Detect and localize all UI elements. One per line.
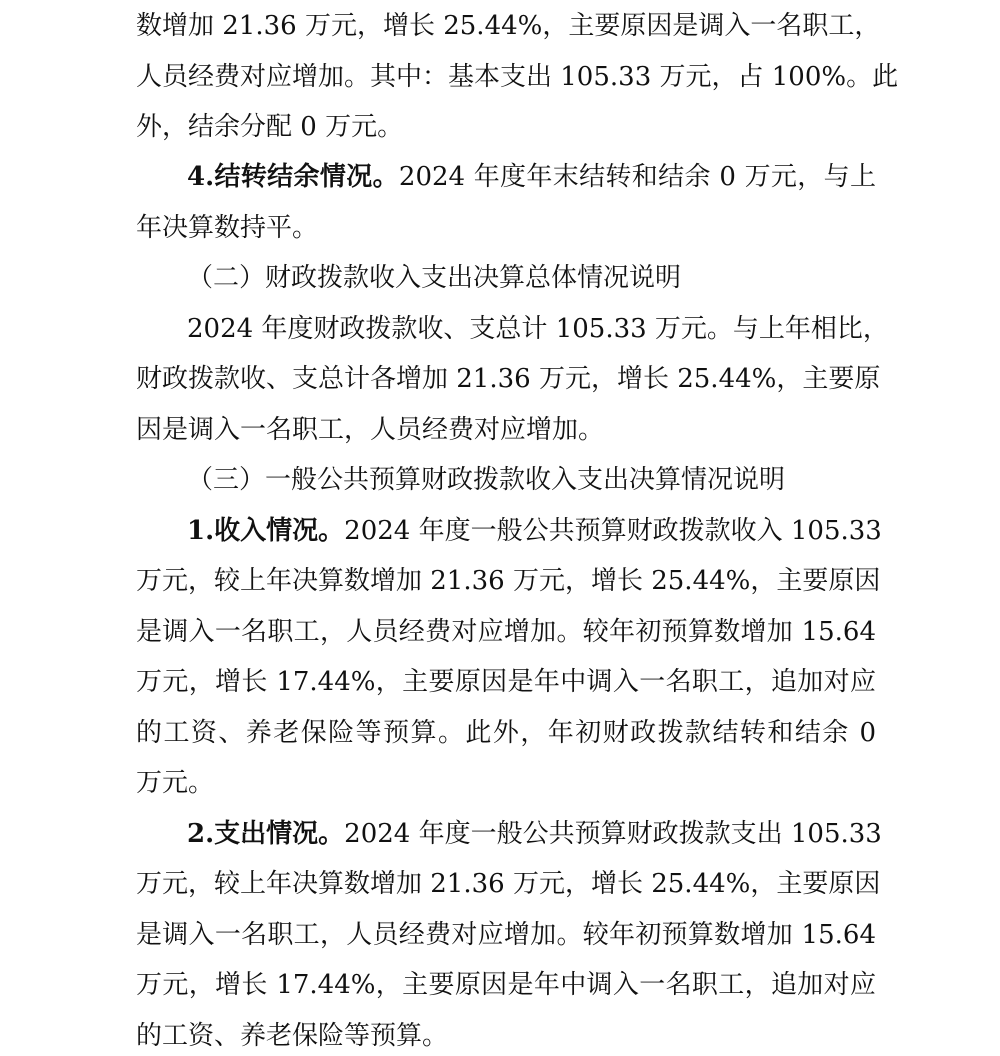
- income-first-line: [187, 513, 882, 549]
- paragraph-line: 万元，较上年决算数增加 21.36 万元，增长 25.44%，主要原因: [136, 869, 881, 899]
- paragraph-line: 万元，增长 17.44%，主要原因是年中调入一名职工，追加对应: [136, 667, 876, 697]
- item4-heading: 4.结转结余情况。: [187, 162, 399, 192]
- paragraph-line: 的工资、养老保险等预算。此外，年初财政拨款结转和结余 0: [136, 718, 876, 748]
- paragraph-line: 的工资、养老保险等预算。: [136, 1021, 449, 1051]
- item4-first-line: [187, 159, 876, 195]
- paragraph-line: 年决算数持平。: [136, 213, 319, 243]
- paragraph-line: 数增加 21.36 万元，增长 25.44%，主要原因是调入一名职工，: [136, 11, 881, 41]
- paragraph-line: 万元，较上年决算数增加 21.36 万元，增长 25.44%，主要原因: [136, 566, 881, 596]
- section2-heading: （二）财政拨款收入支出决算总体情况说明: [187, 263, 682, 293]
- income-heading: 1.收入情况。: [187, 516, 345, 546]
- paragraph-line: 因是调入一名职工，人员经费对应增加。: [136, 415, 605, 445]
- expense-text: 2024 年度一般公共预算财政拨款支出 105.33: [344, 819, 882, 849]
- section3-heading: （三）一般公共预算财政拨款收入支出决算情况说明: [187, 465, 786, 495]
- item4-text: 2024 年度年末结转和结余 0 万元，与上: [398, 162, 876, 192]
- expense-first-line: [187, 816, 882, 852]
- paragraph-line: 是调入一名职工，人员经费对应增加。较年初预算数增加 15.64: [136, 617, 876, 647]
- paragraph-line: 人员经费对应增加。其中：基本支出 105.33 万元，占 100%。此: [136, 62, 899, 92]
- paragraph-line: 财政拨款收、支总计各增加 21.36 万元，增长 25.44%，主要原: [136, 364, 881, 394]
- paragraph-line: 2024 年度财政拨款收、支总计 105.33 万元。与上年相比，: [187, 314, 889, 344]
- paragraph-line: 万元。: [136, 768, 215, 798]
- income-text: 2024 年度一般公共预算财政拨款收入 105.33: [344, 516, 882, 546]
- paragraph-line: 是调入一名职工，人员经费对应增加。较年初预算数增加 15.64: [136, 920, 876, 950]
- paragraph-line: 万元，增长 17.44%，主要原因是年中调入一名职工，追加对应: [136, 970, 876, 1000]
- paragraph-line: 外，结余分配 0 万元。: [136, 112, 404, 142]
- expense-heading: 2.支出情况。: [187, 819, 345, 849]
